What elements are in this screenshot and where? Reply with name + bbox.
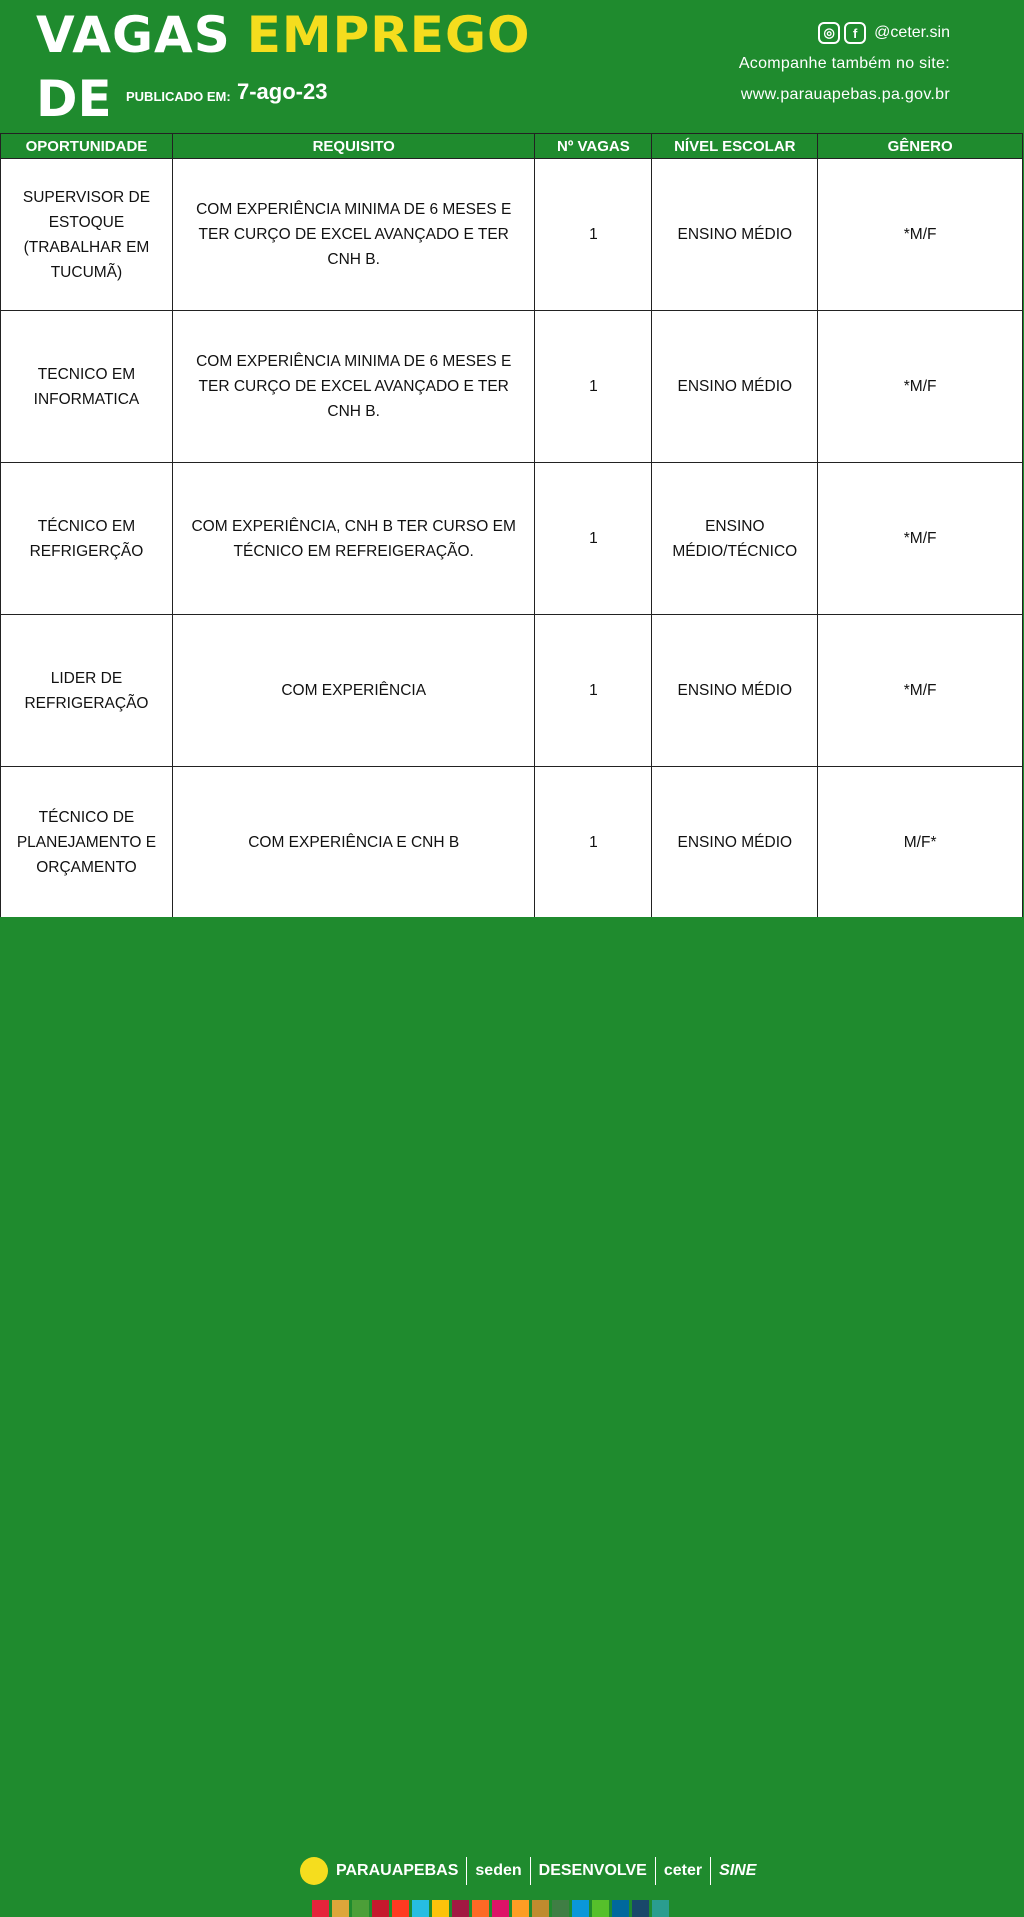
logo-ceter: ceter	[663, 1862, 703, 1879]
table-cell: 1	[535, 159, 652, 311]
footer	[0, 917, 1024, 1879]
sdg-goal-icon	[592, 1900, 609, 1917]
table-cell: LIDER DE REFRIGERAÇÃO	[1, 615, 173, 767]
sdg-goal-icon	[312, 1900, 329, 1917]
sdg-goal-icon	[432, 1900, 449, 1917]
site-url[interactable]: www.parauapebas.pa.gov.br	[740, 86, 950, 103]
sdg-icons	[312, 1900, 669, 1917]
sdg-goal-icon	[392, 1900, 409, 1917]
sdg-goal-icon	[332, 1900, 349, 1917]
page-title	[36, 6, 531, 64]
table-cell: *M/F	[818, 159, 1023, 311]
sdg-goal-icon	[492, 1900, 509, 1917]
published-date: 7-ago-23	[237, 79, 328, 104]
table-cell: 1	[535, 463, 652, 615]
table-cell: ENSINO MÉDIO	[652, 615, 818, 767]
table-cell: SUPERVISOR DE ESTOQUE (TRABALHAR EM TUCUMÃ)	[1, 159, 173, 311]
divider	[655, 1857, 656, 1885]
table-cell: M/F*	[818, 767, 1023, 919]
table-cell: COM EXPERIÊNCIA MINIMA DE 6 MESES E TER CURÇO DE EXCEL AVANÇADO E TER CNH B.	[172, 159, 535, 311]
sdg-goal-icon	[572, 1900, 589, 1917]
parauapebas-emblem-icon	[300, 1857, 328, 1885]
table-cell: *M/F	[818, 463, 1023, 615]
table-cell: 1	[535, 615, 652, 767]
sdg-goal-icon	[412, 1900, 429, 1917]
table-cell: ENSINO MÉDIO	[652, 311, 818, 463]
table-cell: COM EXPERIÊNCIA	[172, 615, 535, 767]
table-row	[1, 767, 1023, 919]
header	[0, 0, 1024, 133]
table-row	[1, 311, 1023, 463]
divider	[710, 1857, 711, 1885]
column-header: NÍVEL ESCOLAR	[652, 134, 818, 159]
sdg-goal-icon	[352, 1900, 369, 1917]
table-cell: ENSINO MÉDIO	[652, 767, 818, 919]
table-cell: *M/F	[818, 615, 1023, 767]
facebook-icon: f	[844, 22, 866, 44]
social	[818, 22, 950, 44]
table-row	[1, 159, 1023, 311]
title-vagas: VAGAS	[36, 6, 231, 64]
table-cell: TÉCNICO DE PLANEJAMENTO E ORÇAMENTO	[1, 767, 173, 919]
social-handle: @ceter.sin	[874, 24, 950, 41]
sdg-goal-icon	[612, 1900, 629, 1917]
logo-seden: seden	[475, 1862, 522, 1879]
table-cell: TECNICO EM INFORMATICA	[1, 311, 173, 463]
table-row	[1, 463, 1023, 615]
sdg-goal-icon	[532, 1900, 549, 1917]
column-header: GÊNERO	[818, 134, 1023, 159]
table-row	[1, 615, 1023, 767]
header-row	[1, 134, 1023, 159]
instagram-icon: ◎	[818, 22, 840, 44]
title-de: DE	[36, 70, 112, 128]
site-label: Acompanhe também no site:	[738, 55, 950, 72]
logo-sine: SINE	[719, 1862, 757, 1879]
table-cell: ENSINO MÉDIO	[652, 159, 818, 311]
sdg-goal-icon	[452, 1900, 469, 1917]
logo-desenvolve: DESENVOLVE	[538, 1862, 647, 1879]
sdg-goal-icon	[632, 1900, 649, 1917]
sdg-goal-icon	[552, 1900, 569, 1917]
column-header: REQUISITO	[172, 134, 535, 159]
partner-logos	[300, 1857, 756, 1885]
table-cell: *M/F	[818, 311, 1023, 463]
title-emprego: EMPREGO	[246, 6, 531, 64]
sdg-goal-icon	[372, 1900, 389, 1917]
sdg-goal-icon	[472, 1900, 489, 1917]
jobs-table	[0, 133, 1023, 919]
table-cell: COM EXPERIÊNCIA E CNH B	[172, 767, 535, 919]
table-cell: COM EXPERIÊNCIA, CNH B TER CURSO EM TÉCNICO EM REFREIGERAÇÃO.	[172, 463, 535, 615]
sdg-goal-icon	[652, 1900, 669, 1917]
logo-parauapebas: PARAUAPEBAS	[336, 1862, 459, 1879]
table-cell: COM EXPERIÊNCIA MINIMA DE 6 MESES E TER CURÇO DE EXCEL AVANÇADO E TER CNH B.	[172, 311, 535, 463]
table-cell: 1	[535, 767, 652, 919]
column-header: Nº VAGAS	[535, 134, 652, 159]
published-label: PUBLICADO EM:	[126, 89, 231, 104]
divider	[466, 1857, 467, 1885]
table-cell: ENSINO MÉDIO/TÉCNICO	[652, 463, 818, 615]
table-cell: 1	[535, 311, 652, 463]
column-header: OPORTUNIDADE	[1, 134, 173, 159]
divider	[530, 1857, 531, 1885]
sdg-goal-icon	[512, 1900, 529, 1917]
table-cell: TÉCNICO EM REFRIGERÇÃO	[1, 463, 173, 615]
